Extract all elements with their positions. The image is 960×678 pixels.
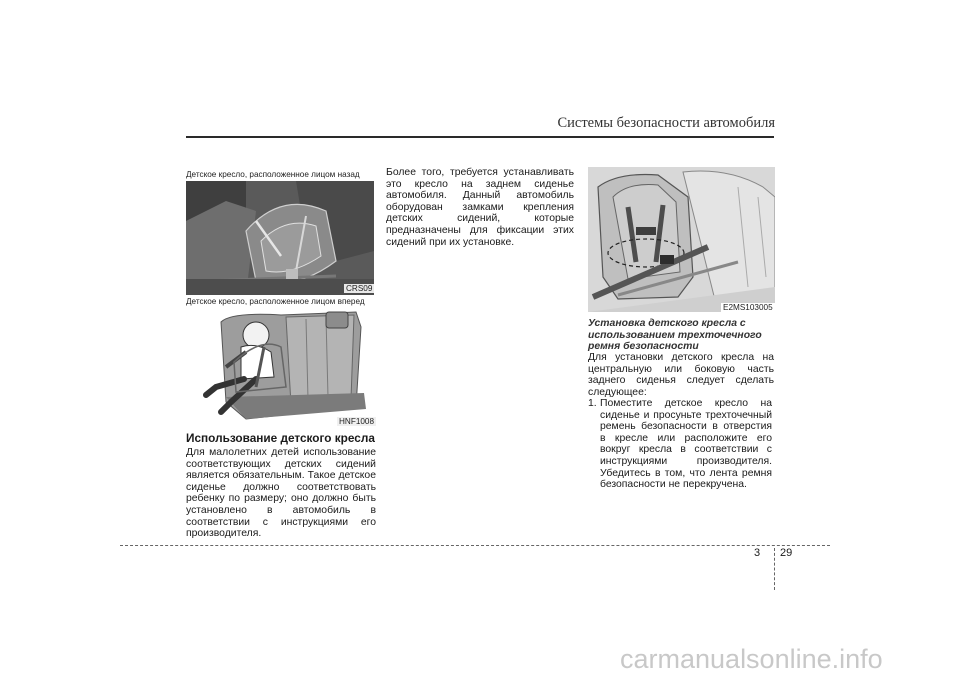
watermark-link[interactable]: carmanualsonline.info [620,644,883,674]
left-paragraph: Для малолетних детей использование соответствующих детских сидений является обязательным. Такое детское сиденье должно соответствовать ребенку по размеру; оно должно быть установлено в автомобиль в соответствии с инструкциями его производителя. [186,447,376,540]
figure2-caption: Детское кресло, расположенное лицом вперед [186,297,365,306]
header-rule [186,136,774,138]
list-number: 1. [588,398,597,409]
rear-facing-seat-illustration [186,181,374,295]
subheading: Установка детского кресла с использованием трехточечного ремня безопасности [588,318,762,353]
list-text: Поместите детское кресло на сиденье и просуньте трехточечный ремень безопасности в отверстия в кресле или расположите его вокруг кресла в соответствии с инструкциями производителя. Убедитесь в том, что лента ремня безопасности не перекручена. [600,398,772,491]
page-number: 29 [780,547,793,559]
middle-paragraph: Более того, требуется устанавливать это кресло на заднем сиденье автомобиля. Данный автомобиль оборудован замками крепления детских сидений, которые предназначены для фиксации этих сидений при их установке. [386,167,574,248]
footer-divider [774,548,775,590]
right-intro: Для установки детского кресла на центральную или боковую часть заднего сиденья следует сделать следующее: [588,352,774,398]
figure1-code: CRS09 [346,284,373,293]
belted-seat-illustration [588,167,775,312]
section-title: Системы безопасности автомобиля [557,115,775,131]
figure1-caption: Детское кресло, расположенное лицом назад [186,170,360,179]
figure2-code: HNF1008 [339,417,375,426]
list-item [588,398,774,490]
footer-rule [120,545,830,546]
forward-facing-seat-illustration [186,307,374,427]
right-figure-code: E2MS103005 [723,303,773,312]
section-heading: Использование детского кресла [186,431,375,445]
chapter-number: 3 [754,547,761,559]
